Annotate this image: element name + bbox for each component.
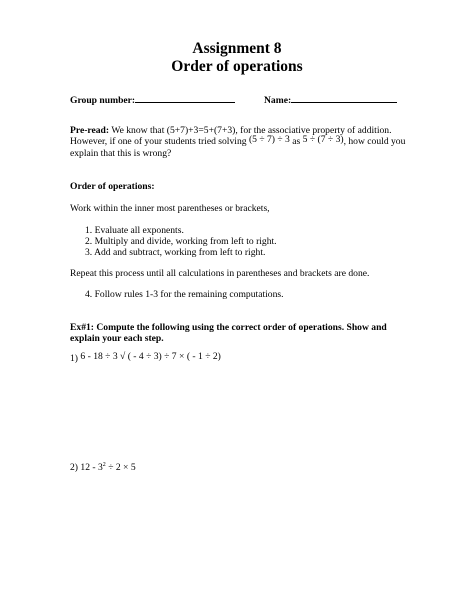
problem-2-part-a: 12 - 3 [80, 462, 103, 473]
group-number-label: Group number: [70, 95, 136, 106]
example-heading-line-1: Ex#1: Compute the following using the correct order of operations. Show and [70, 322, 387, 333]
repeat-instruction: Repeat this process until all calculations in parentheses and brackets are done. [70, 268, 370, 279]
order-step-4: 4. Follow rules 1-3 for the remaining computations. [85, 289, 284, 300]
problem-1-number: 1) [70, 353, 78, 364]
preread-line-2-start: However, if one of your students tried solving [70, 136, 247, 147]
problem-2 [70, 462, 136, 474]
order-step: 3. Add and subtract, working from left to right. [85, 247, 266, 258]
order-intro: Work within the inner most parentheses or brackets, [70, 203, 270, 214]
title-line-1: Assignment 8 [192, 40, 282, 57]
problem-1-expression: 6 - 18 ÷ 3 √ ( - 4 ÷ 3) ÷ 7 × ( - 1 ÷ 2) [80, 351, 221, 362]
example-heading-line-2: explain your each step. [70, 333, 164, 344]
title-line-2: Order of operations [171, 58, 303, 75]
preread-as: as [292, 136, 301, 147]
order-step: 2. Multiply and divide, working from left to right. [85, 236, 277, 247]
problem-2-number: 2) [70, 462, 78, 473]
preread-label: Pre-read: [70, 125, 110, 136]
order-step: 1. Evaluate all exponents. [85, 225, 184, 236]
preread-line-2-end: , how could you [343, 136, 406, 147]
preread-line-2 [70, 136, 405, 148]
preread-expression-1: (5 ÷ 7) ÷ 3 [248, 134, 290, 145]
problem-2-expression [80, 462, 135, 473]
name-blank [291, 93, 397, 103]
preread-line-3: explain that this is wrong? [70, 148, 172, 159]
group-number-blank [135, 93, 235, 103]
order-heading: Order of operations: [70, 181, 155, 192]
problem-2-exponent: 2 [102, 462, 106, 468]
name-field [264, 93, 397, 107]
preread-expression-2: 5 ÷ (7 ÷ 3) [302, 134, 344, 145]
preread-line-1-text: We know that (5+7)+3=5+(7+3), for the associative property of addition. [111, 125, 392, 136]
problem-1 [70, 353, 221, 365]
name-label: Name: [264, 95, 292, 106]
problem-2-part-b: ÷ 2 × 5 [105, 462, 136, 473]
group-number-field [70, 93, 235, 107]
